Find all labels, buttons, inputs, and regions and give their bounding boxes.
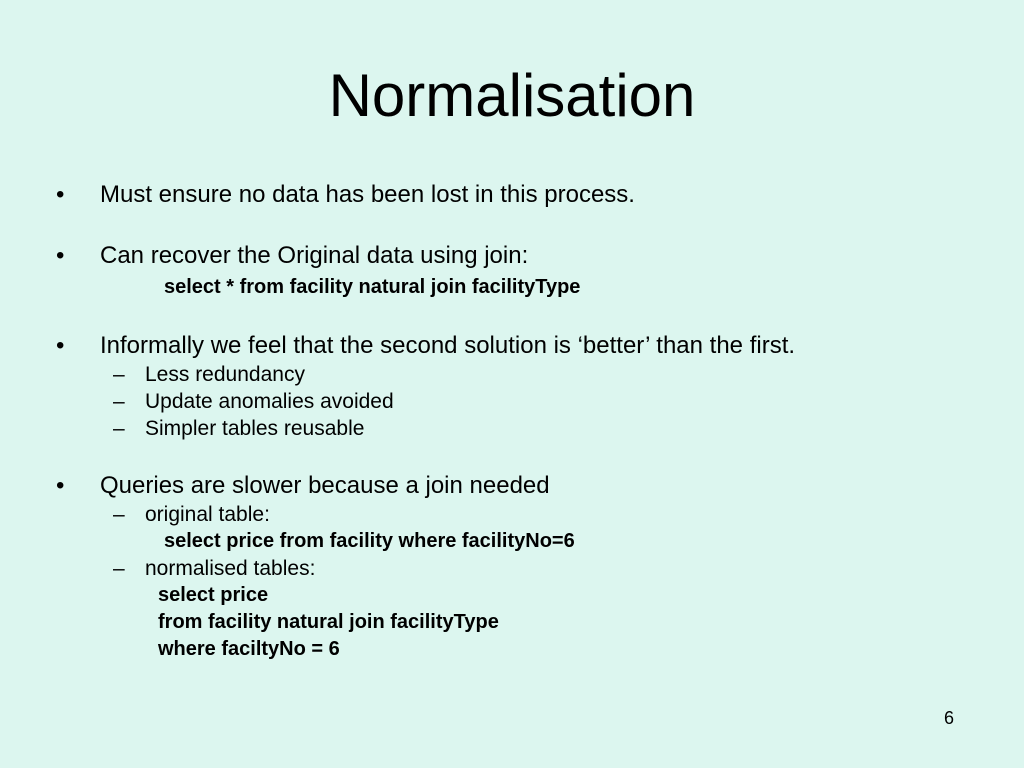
dash-glyph: – bbox=[113, 390, 125, 413]
bullet-text: Queries are slower because a join needed bbox=[100, 472, 550, 499]
sql-code-line: select price bbox=[158, 584, 269, 606]
sub-bullet-text: Update anomalies avoided bbox=[145, 390, 394, 413]
sql-code-line: where faciltyNo = 6 bbox=[158, 638, 340, 660]
slide-title: Normalisation bbox=[328, 62, 696, 129]
sub-bullet-text: normalised tables: bbox=[145, 557, 316, 580]
dash-glyph: – bbox=[113, 503, 125, 526]
bullet-glyph: • bbox=[56, 332, 65, 359]
sql-code-line: from facility natural join facilityType bbox=[158, 611, 499, 633]
sub-bullet-text: original table: bbox=[145, 503, 270, 526]
sql-code-line: select * from facility natural join facilityType bbox=[164, 276, 581, 298]
bullet-text: Informally we feel that the second solution is ‘better’ than the first. bbox=[100, 332, 796, 359]
dash-glyph: – bbox=[113, 363, 125, 386]
bullet-glyph: • bbox=[56, 242, 65, 269]
bullet-text: Must ensure no data has been lost in this process. bbox=[100, 181, 635, 208]
bullet-glyph: • bbox=[56, 181, 65, 208]
sub-bullet-text: Simpler tables reusable bbox=[145, 417, 365, 440]
sql-code-line: select price from facility where facilityNo=6 bbox=[164, 530, 575, 552]
bullet-glyph: • bbox=[56, 472, 65, 499]
bullet-text: Can recover the Original data using join: bbox=[100, 242, 529, 269]
page-number: 6 bbox=[944, 708, 955, 728]
sub-bullet-text: Less redundancy bbox=[145, 363, 305, 386]
dash-glyph: – bbox=[113, 417, 125, 440]
dash-glyph: – bbox=[113, 557, 125, 580]
